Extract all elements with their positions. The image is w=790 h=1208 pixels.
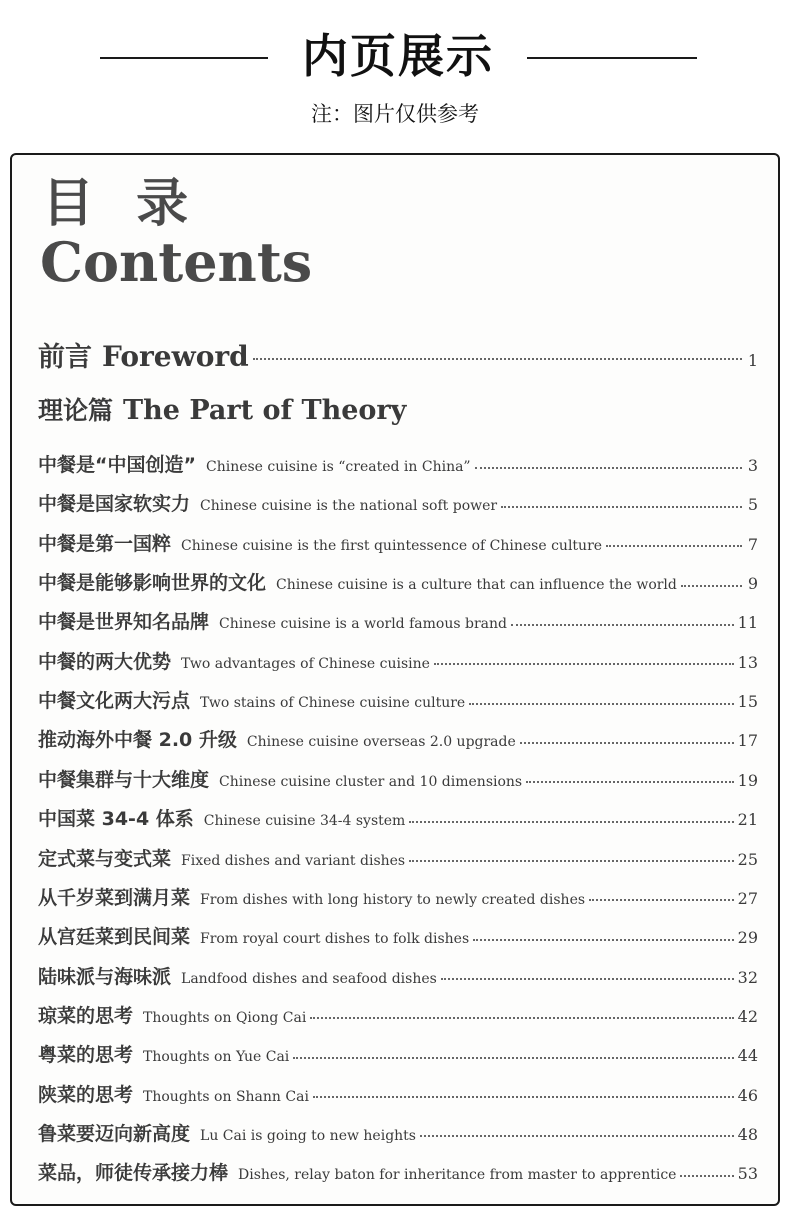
- toc-entry-en: From royal court dishes to folk dishes: [200, 931, 470, 948]
- toc-entry-cn: 从宫廷菜到民间菜: [38, 926, 191, 949]
- header-rule-right: [527, 57, 697, 59]
- toc-entry[interactable]: [38, 1158, 758, 1185]
- toc-entry-page: 7: [747, 534, 758, 554]
- toc-leader-dots: [313, 1096, 734, 1098]
- toc-leader-dots: [520, 742, 734, 744]
- toc-section-theory[interactable]: [38, 391, 758, 427]
- toc-entry-cn: 中餐集群与十大维度: [38, 768, 210, 791]
- toc-entry[interactable]: [38, 1001, 758, 1028]
- toc-entry-page: 53: [737, 1164, 758, 1184]
- toc-entry[interactable]: [38, 1119, 758, 1146]
- toc-leader-dots: [434, 663, 734, 665]
- toc-leader-dots: [681, 585, 742, 587]
- toc-entry-cn: 前言: [38, 342, 92, 373]
- toc-entry-page: 29: [737, 928, 758, 948]
- toc-entry-page: 25: [737, 849, 758, 869]
- toc-entry-en: Chinese cuisine is the national soft power: [200, 498, 498, 515]
- toc-entry-en: Foreword: [102, 340, 249, 373]
- toc-entry-cn: 菜品，师徒传承接力棒: [38, 1162, 229, 1185]
- toc-entry-en: Chinese cuisine overseas 2.0 upgrade: [246, 734, 516, 751]
- toc-entry-page: 46: [737, 1085, 758, 1105]
- toc-entry[interactable]: [38, 450, 758, 477]
- toc-entry-cn: 鲁菜要迈向新高度: [38, 1122, 191, 1145]
- toc-leader-dots: [475, 467, 742, 469]
- toc-entry-en: Chinese cuisine 34-4 system: [203, 813, 406, 830]
- toc-entry-page: 1: [747, 351, 758, 370]
- toc-leader-dots: [606, 545, 742, 547]
- toc-entry[interactable]: [38, 647, 758, 674]
- toc-entry-en: Thoughts on Qiong Cai: [143, 1009, 307, 1026]
- toc-entry-en: Chinese cuisine is a culture that can influence the world: [276, 577, 677, 594]
- toc-entry-en: Fixed dishes and variant dishes: [181, 852, 406, 869]
- toc-entry-page: 17: [737, 731, 758, 751]
- toc-entry[interactable]: [38, 1040, 758, 1067]
- toc-entry-en: Thoughts on Shann Cai: [143, 1088, 309, 1105]
- toc-entry-cn: 中餐文化两大污点: [38, 690, 191, 713]
- toc-entry[interactable]: [38, 962, 758, 989]
- toc-leader-dots: [253, 358, 742, 360]
- toc-leader-dots: [310, 1017, 733, 1019]
- toc-entry-page: 19: [737, 770, 758, 790]
- toc-leader-dots: [473, 939, 734, 941]
- toc-leader-dots: [680, 1175, 733, 1177]
- toc-entry-en: Two stains of Chinese cuisine culture: [200, 695, 466, 712]
- toc-entry[interactable]: [38, 922, 758, 949]
- toc-entry[interactable]: [38, 725, 758, 752]
- toc-entry-page: 42: [737, 1006, 758, 1026]
- toc-entry-en: Landfood dishes and seafood dishes: [181, 970, 437, 987]
- toc-entry-cn: 推动海外中餐 2.0 升级: [38, 729, 237, 752]
- toc-leader-dots: [589, 899, 734, 901]
- toc-entry-en: Dishes, relay baton for inheritance from master to apprentice: [238, 1167, 677, 1184]
- toc-entry-en: Thoughts on Yue Cai: [143, 1049, 290, 1066]
- toc-entry-en: Chinese cuisine is a world famous brand: [219, 616, 507, 633]
- toc-entry-page: 44: [737, 1046, 758, 1066]
- header-title: 内页展示: [302, 29, 494, 83]
- toc-entry[interactable]: [38, 607, 758, 634]
- toc-entry-page: 27: [737, 888, 758, 908]
- toc-entry-foreword[interactable]: [38, 335, 758, 374]
- toc-leader-dots: [511, 624, 734, 626]
- toc-entry-page: 21: [737, 810, 758, 830]
- toc-entry-page: 48: [737, 1124, 758, 1144]
- toc-entry-page: 11: [737, 613, 758, 633]
- contents-heading-en: Contents: [40, 230, 313, 294]
- toc-entry[interactable]: [38, 844, 758, 871]
- toc-entry-cn: 中餐是“中国创造”: [38, 454, 196, 476]
- toc-entry-cn: 中餐是能够影响世界的文化: [38, 572, 267, 595]
- contents-heading-cn: 目 录: [42, 174, 201, 234]
- toc-leader-dots: [526, 781, 734, 783]
- header-note: 注：图片仅供参考: [311, 102, 479, 126]
- toc-entry-page: 9: [747, 574, 758, 594]
- header-rule-left: [100, 57, 268, 59]
- toc-entry-page: 3: [747, 456, 758, 475]
- toc-entry-page: 5: [747, 495, 758, 515]
- toc-entry-cn: 从千岁菜到满月菜: [38, 886, 191, 909]
- toc-entry[interactable]: [38, 686, 758, 713]
- toc-leader-dots: [420, 1135, 734, 1137]
- toc-entry-cn: 中餐的两大优势: [38, 650, 172, 673]
- toc-entry-cn: 陆味派与海味派: [38, 965, 172, 988]
- contents-page: [10, 153, 780, 1206]
- toc-section-cn: 理论篇: [38, 396, 114, 425]
- toc-entry[interactable]: [38, 883, 758, 910]
- toc-section-en: The Part of Theory: [123, 395, 407, 426]
- toc-entry-cn: 陕菜的思考: [38, 1083, 134, 1106]
- toc-entry-en: Chinese cuisine cluster and 10 dimensions: [219, 773, 523, 790]
- toc-entry-cn: 中餐是国家软实力: [38, 493, 191, 516]
- toc-leader-dots: [501, 506, 742, 508]
- page-header: [0, 0, 790, 148]
- toc-leader-dots: [409, 860, 734, 862]
- toc-entry-cn: 中国菜 34-4 体系: [38, 808, 194, 831]
- toc-entry-en: Chinese cuisine is the first quintessence of Chinese culture: [181, 537, 603, 554]
- toc-entry-page: 32: [737, 967, 758, 987]
- toc-leader-dots: [441, 978, 734, 980]
- toc-leader-dots: [293, 1057, 733, 1059]
- toc-leader-dots: [469, 703, 733, 705]
- toc-entry-cn: 中餐是世界知名品牌: [38, 611, 210, 634]
- toc-entry-cn: 中餐是第一国粹: [38, 532, 172, 555]
- toc-entry[interactable]: [38, 489, 758, 516]
- toc-entry-cn: 定式菜与变式菜: [38, 847, 172, 870]
- toc-leader-dots: [409, 821, 733, 823]
- toc-entry-en: Lu Cai is going to new heights: [200, 1127, 416, 1144]
- toc-entry-cn: 琼菜的思考: [38, 1004, 134, 1027]
- toc-entry[interactable]: [38, 529, 758, 556]
- toc-entry-en: Two advantages of Chinese cuisine: [181, 655, 430, 672]
- toc-entry-en: Chinese cuisine is “created in China”: [205, 459, 471, 475]
- toc-entry-cn: 粤菜的思考: [38, 1044, 134, 1067]
- toc-entry[interactable]: [38, 804, 758, 831]
- toc-entry[interactable]: [38, 568, 758, 595]
- toc-entry[interactable]: [38, 765, 758, 792]
- toc-entry-page: 13: [737, 652, 758, 672]
- toc-entry[interactable]: [38, 1080, 758, 1107]
- toc-entry-en: From dishes with long history to newly created dishes: [200, 891, 586, 908]
- toc-entry-page: 15: [737, 692, 758, 712]
